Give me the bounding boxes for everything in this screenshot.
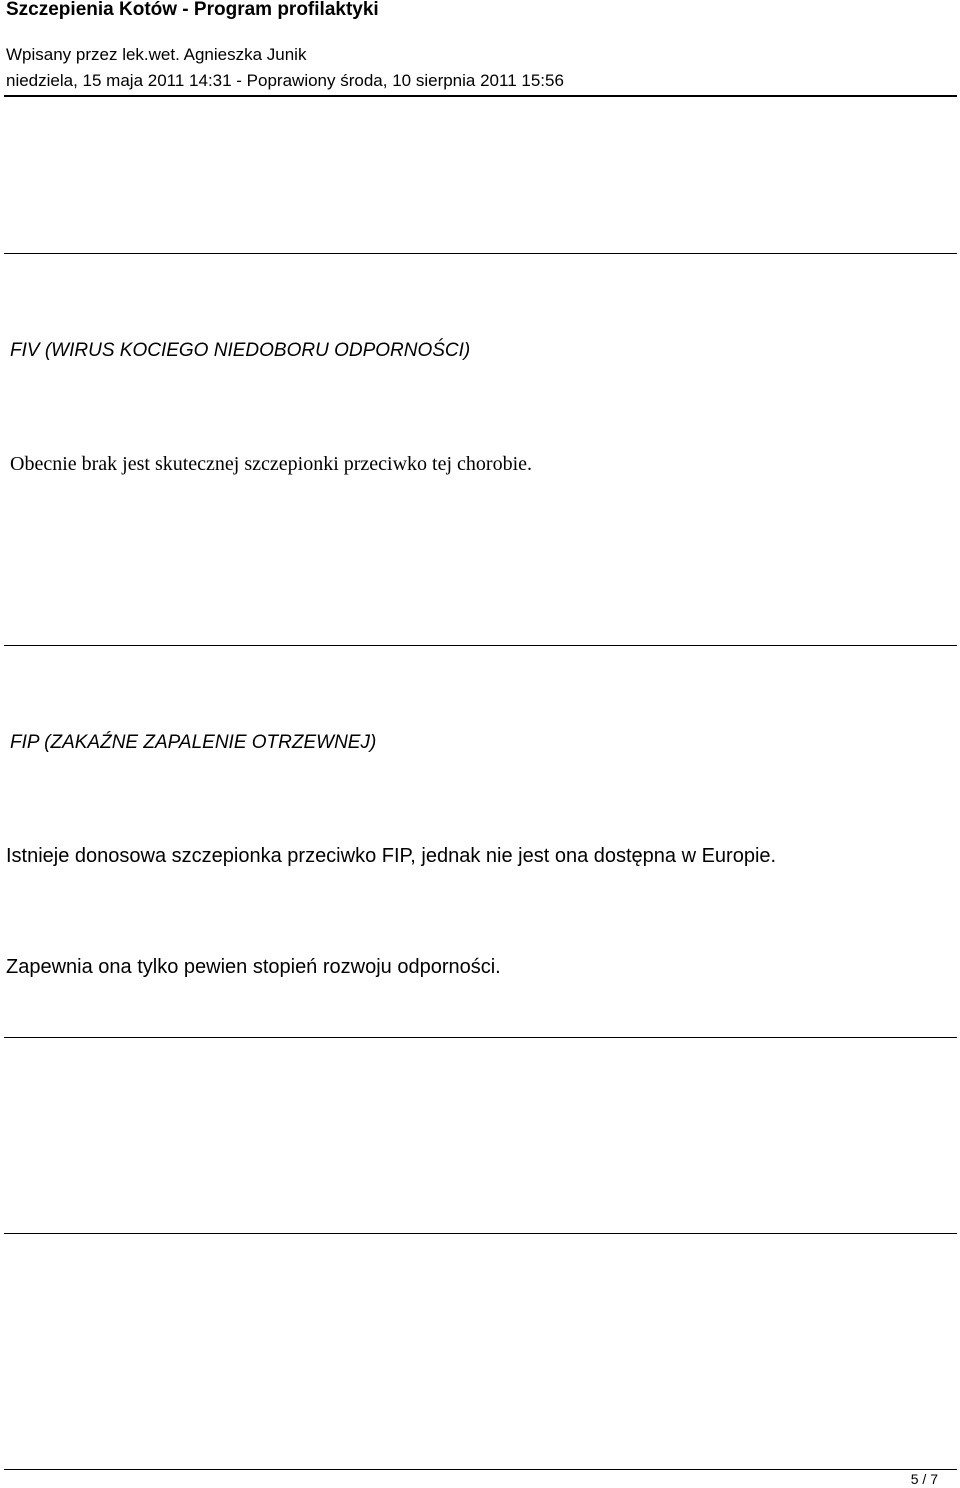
date-line: niedziela, 15 maja 2011 14:31 - Poprawiony środa, 10 sierpnia 2011 15:56 xyxy=(6,71,564,90)
paragraph-fip-1: Istnieje donosowa szczepionka przeciwko FIP, jednak nie jest ona dostępna w Europie. xyxy=(6,845,777,867)
paragraph-fip-2: Zapewnia ona tylko pewien stopień rozwoju odporności. xyxy=(6,956,501,978)
section-heading-fiv: FIV (WIRUS KOCIEGO NIEDOBORU ODPORNOŚCI) xyxy=(10,340,471,361)
paragraph-fiv: Obecnie brak jest skutecznej szczepionki przeciwko tej chorobie. xyxy=(10,453,533,475)
section-divider xyxy=(4,1037,957,1038)
section-heading-fip: FIP (ZAKAŹNE ZAPALENIE OTRZEWNEJ) xyxy=(10,732,377,753)
page-title: Szczepienia Kotów - Program profilaktyki xyxy=(6,0,379,20)
footer-divider xyxy=(4,1469,957,1470)
header-divider xyxy=(4,95,957,97)
page-number: 5 / 7 xyxy=(910,1471,938,1487)
section-divider xyxy=(4,253,957,254)
section-divider xyxy=(4,1233,957,1234)
author-line: Wpisany przez lek.wet. Agnieszka Junik xyxy=(6,45,307,64)
section-divider xyxy=(4,645,957,646)
